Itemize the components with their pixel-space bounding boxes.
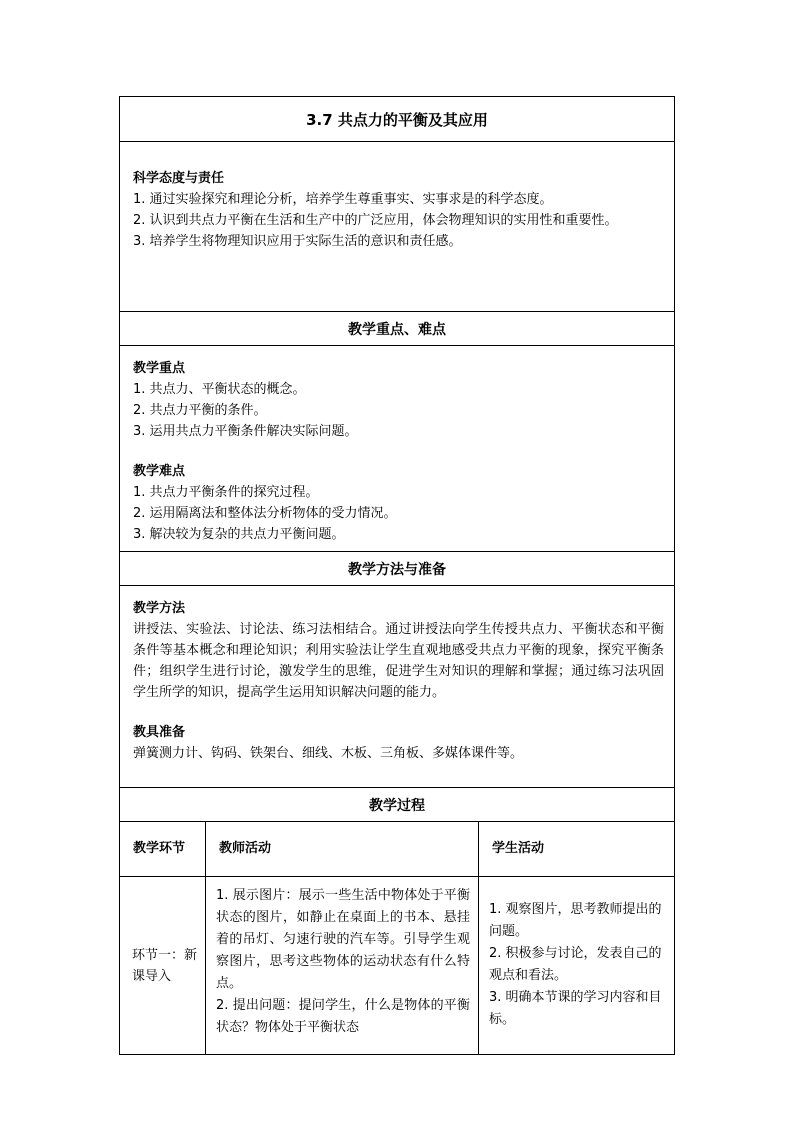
student-activity-item: 2. 积极参与讨论，发表自己的观点和看法。 [489, 946, 662, 983]
method-heading: 教学方法 [133, 601, 186, 616]
attitude-heading: 科学态度与责任 [133, 171, 225, 186]
student-activity-item: 3. 明确本节课的学习内容和目标。 [489, 990, 662, 1027]
student-activity-item: 1. 观察图片，思考教师提出的问题。 [489, 902, 662, 939]
difficulty-item: 3. 解决较为复杂的共点力平衡问题。 [133, 527, 345, 542]
teacher-activity-cell [206, 877, 479, 1055]
stage-cell: 环节一：新课导入 [120, 877, 206, 1055]
key-points-heading: 教学重点 [133, 361, 186, 376]
key-point-item: 2. 共点力平衡的条件。 [133, 403, 267, 418]
attitude-item: 1. 通过实验探究和理论分析，培养学生尊重事实、实事求是的科学态度。 [133, 192, 553, 207]
method-text: 讲授法、实验法、讨论法、练习法相结合。通过讲授法向学生传授共点力、平衡状态和平衡条件等基本概念和理论知识；利用实验法让学生直观地感受共点力平衡的现象，探究平衡条件；组织学生进行讨论，激发学生的思维，促进学生对知识的理解和掌握；通过练习法巩固学生所学的知识，提高学生运用知识解决问题的能力。 [133, 622, 665, 700]
key-point-item: 3. 运用共点力平衡条件解决实际问题。 [133, 424, 358, 439]
section-heading-key-points: 教学重点、难点 [120, 312, 675, 346]
table-row [120, 877, 675, 1055]
section-heading-process: 教学过程 [120, 788, 675, 822]
key-point-item: 1. 共点力、平衡状态的概念。 [133, 382, 306, 397]
column-header-teacher: 教师活动 [206, 822, 479, 877]
teacher-activity-item: 2. 提出问题：提问学生，什么是物体的平衡状态？物体处于平衡状态 [216, 998, 470, 1035]
lesson-title: 3.7 共点力的平衡及其应用 [120, 97, 675, 142]
tools-heading: 教具准备 [133, 725, 186, 740]
difficulty-item: 1. 共点力平衡条件的探究过程。 [133, 485, 319, 500]
difficulty-item: 2. 运用隔离法和整体法分析物体的受力情况。 [133, 506, 397, 521]
difficulty-heading: 教学难点 [133, 464, 186, 479]
attitude-item: 3. 培养学生将物理知识应用于实际生活的意识和责任感。 [133, 234, 462, 249]
attitude-block [120, 142, 675, 312]
attitude-item: 2. 认识到共点力平衡在生活和生产中的广泛应用，体会物理知识的实用性和重要性。 [133, 213, 618, 228]
column-header-student: 学生活动 [479, 822, 675, 877]
key-points-block [120, 346, 675, 552]
tools-text: 弹簧测力计、钩码、铁架台、细线、木板、三角板、多媒体课件等。 [133, 746, 524, 761]
section-heading-methods: 教学方法与准备 [120, 552, 675, 586]
lesson-plan-document [119, 96, 674, 1055]
student-activity-cell [479, 877, 675, 1055]
methods-block [120, 586, 675, 788]
lesson-plan-table [119, 96, 675, 1055]
teacher-activity-item: 1. 展示图片：展示一些生活中物体处于平衡状态的图片，如静止在桌面上的书本、悬挂着的吊灯、匀速行驶的汽车等。引导学生观察图片，思考这些物体的运动状态有什么特点。 [216, 888, 470, 991]
column-header-stage: 教学环节 [120, 822, 206, 877]
